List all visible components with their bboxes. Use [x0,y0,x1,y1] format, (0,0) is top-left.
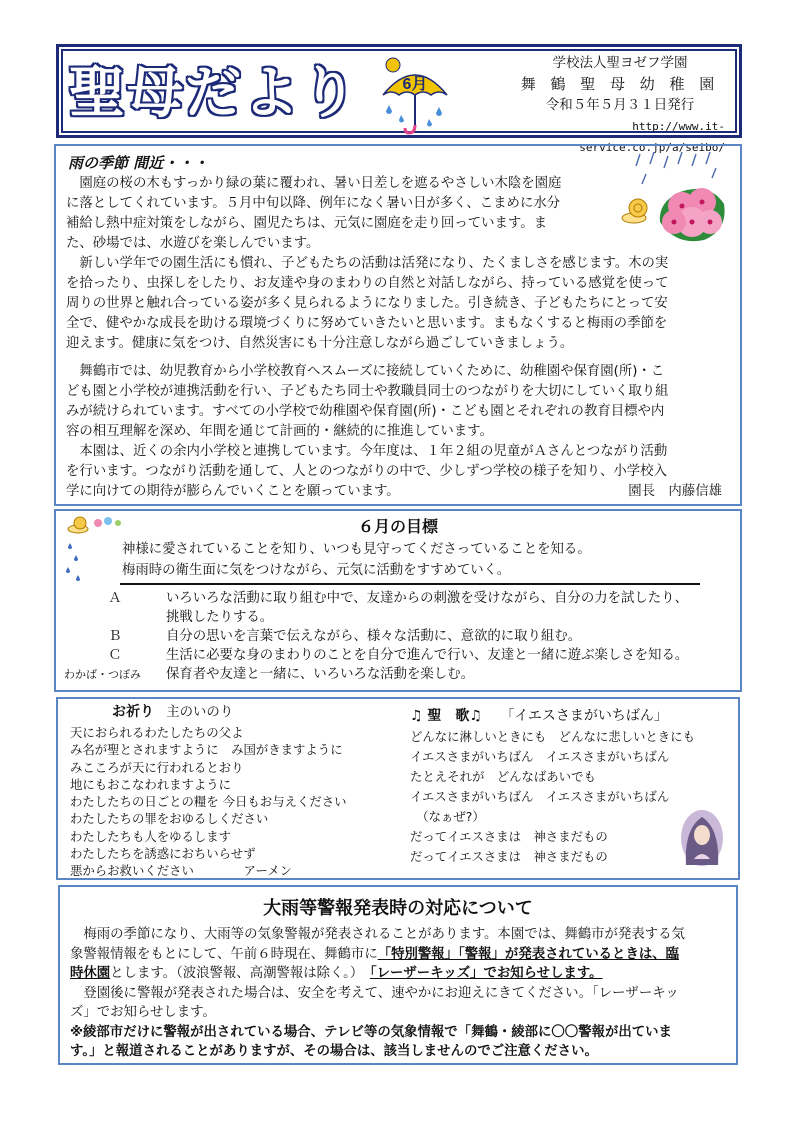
goal-line: 梅雨時の衛生面に気をつけながら、元気に活動をすすめていく。 [122,563,511,578]
message-line: 園庭の桜の木もすっかり緑の葉に覆われ、暑い日差しを遮るやさしい木陰を園庭 [66,176,562,191]
month-badge: 6月 [402,76,428,93]
hymn-line: どんなに淋しいときにも どんなに悲しいときにも [410,729,695,744]
masthead-title: 聖母だより [69,60,359,126]
aim-row [64,589,732,608]
warning-emphasis: 「特別警報」「警報」が発表されているときは、臨 [377,946,680,962]
snail-rain-icon [62,515,126,585]
umbrella-month-icon [379,55,451,137]
hymn-line: イエスさまがいちばん イエスさまがいちばん [410,749,670,764]
warning-emphasis: 時休園 [70,966,111,981]
message-line: 学に向けての期待が膨らんでいくことを願っています。 [66,484,400,499]
hymn-song-title: 「イエスさまがいちばん」 [500,708,668,724]
warning-note: す。」と報道されることがありますが、その場合は、該当しませんのでご注意ください。 [70,1044,598,1059]
warning-line: ズ」でお知らせします。 [70,1005,216,1020]
aim-key: わかば・つぼみ [64,668,141,681]
divider [120,583,700,585]
monthly-goals-section [54,509,742,692]
aim-row [64,646,732,665]
warning-line [70,945,726,965]
warning-line: 梅雨の季節になり、大雨等の気象警報が発表されることがあります。本園では、舞鶴市が発表する気 [70,927,685,942]
prayer-line: 悪からお救いください アーメン [70,863,293,879]
hymn-line: （なぁぜ?） [410,809,485,824]
newsletter-header [56,44,742,154]
message-line: ども園と小学校が連携活動を行い、子どもたち同士や教職員同士のつながりを大切にしていく取り組 [66,384,669,399]
prayer-line: わたしたちの罪をおゆるしください [70,811,269,827]
warning-text: 象警報情報をもとにして、午前６時現在、舞鶴市に [70,946,378,962]
aim-text: 生活に必要な身のまわりのことを自分で進んで行い、友達と一緒に遊ぶ楽しさを知る。 [166,648,689,663]
prayer-hymn-section [56,697,740,880]
principal-signature: 園長 内藤信雄 [628,484,722,499]
prayer-title: お祈り [112,704,154,720]
warning-line [70,964,726,984]
warning-note: ※綾部市だけに警報が出されている場合、テレビ等の気象情報で「舞鶴・綾部に〇〇警報が出ていま [70,1024,672,1040]
message-line: 容の相互理解を深め、年間を通じて計画的・継続的に推進しています。 [66,424,493,439]
message-line: 本園は、近くの余内小学校と連携しています。今年度は、１年２組の児童がＡさんとつながり活動 [66,444,668,459]
warning-title: 大雨等警報発表時の対応について [263,898,533,919]
mary-portrait-icon [680,809,724,867]
goal-line: 神様に愛されていることを知り、いつも見守ってくださっていることを知る。 [122,542,591,557]
aim-row [64,665,732,684]
hymn-line: だってイエスさまは 神さまだもの [410,829,608,844]
last-line-row [66,482,730,502]
message-line: 全で、健やかな成長を助ける環境づくりに努めていきたいと思います。まもなくすると梅雨の季節を [66,316,668,331]
issue-date: 令和５年５月３１日発行 [545,97,695,113]
aim-text: 保育者や友達と一緒に、いろいろな活動を楽しむ。 [166,667,474,682]
warning-text: とします。（波浪警報、高潮警報は除く。） [110,966,370,981]
prayer-line: み名が聖とされますように み国がきますように [70,742,343,758]
aim-text: 自分の思いを言葉で伝えながら、様々な活動に、意欲的に取り組む。 [166,629,582,644]
message-line: 舞鶴市では、幼児教育から小学校教育へスムーズに接続していくために、幼稚園や保育園(所)・こ [66,364,665,379]
prayer-line: わたしたちの日ごとの糧を 今日もお与えください [70,794,347,810]
message-line: に落としてくれています。５月中旬以降、例年になく暑い日が多く、こまめに水分 [66,196,561,211]
prayer-line: わたしたちを誘惑におちいらせず [70,846,256,862]
message-line: 補給し熱中症対策をしながら、園児たちは、元気に園庭を走り回っています。ま [66,216,547,231]
hydrangea-snail-icon [620,152,730,252]
message-line: た、砂場では、水遊びを楽しんでいます。 [66,236,320,251]
paragraph-spacer [66,354,730,362]
aim-text: いろいろな活動に取り組む中で、友達からの刺激を受けながら、自分の力を試したり、 [166,591,688,606]
principal-message-section [54,144,742,506]
school-name: 舞 鶴 聖 母 幼 稚 園 [520,75,720,93]
message-line: 迎えます。健康に気をつけ、自然災害にも十分注意しながら過ごしていきましょう。 [66,336,574,351]
school-corporation: 学校法人聖ヨゼフ学園 [552,55,688,71]
aim-key [64,608,166,627]
message-line: を拾ったり、虫探しをしたり、お友達や身のまわりの自然と対話しながら、持っている感覚を使って [66,276,669,291]
message-line: 周りの世界と触れ合っている姿が多く見られるようになりました。引き続き、子どもたちにとって安 [66,296,668,311]
message-line: みが続けられています。すべての小学校で幼稚園や保育園(所)・こども園とそれぞれの教育目標や内 [66,404,665,419]
message-line: を行います。つながり活動を通して、人とのつながりの中で、少しずつ学校の様子を知り、小学校入 [66,464,667,479]
message-line: 新しい学年での園生活にも慣れ、子どもたちの活動は活発になり、たくましさを感じます。木の実 [66,256,669,271]
hymn-line: たとえそれが どんなばあいでも [410,769,596,784]
warning-emphasis: 「レーザーキッズ」でお知らせします。 [369,966,603,981]
goals-title: ６月の目標 [357,517,438,536]
hymn-title: ♫ 聖 歌♫ [410,708,482,724]
prayer-heading [112,701,390,724]
hymn-heading [410,705,730,727]
hymn-line: イエスさまがいちばん イエスさまがいちばん [410,789,670,804]
prayer-line: 天におられるわたしたちの父よ [70,725,244,740]
weather-warning-section [58,885,738,1065]
prayer-line: わたしたちも人をゆるします [70,828,232,844]
prayer-line: みこころが天に行われるとおり [70,759,244,775]
aim-text: 挑戦したりする。 [166,610,274,625]
prayer-subtitle: 主のいのり [166,705,234,720]
school-url[interactable]: http://www.it-service.co.jp/a/seibo/ [579,120,725,154]
warning-line: 登園後に警報が発表された場合は、安全を考えて、速やかにお迎えにきてください。「レーザーキッ [70,985,679,1001]
section-title: 雨の季節 間近・・・ [68,154,209,172]
aim-key: Ｂ [108,629,122,644]
aim-row [64,627,732,646]
aim-key: Ａ [108,591,122,606]
aim-key: Ｃ [108,648,122,663]
aim-row [64,608,732,627]
prayer-line: 地にもおこなわれますように [70,776,232,792]
hymn-line: だってイエスさまは 神さまだもの [410,849,608,864]
prayer-column [70,701,390,880]
school-info [515,53,725,158]
